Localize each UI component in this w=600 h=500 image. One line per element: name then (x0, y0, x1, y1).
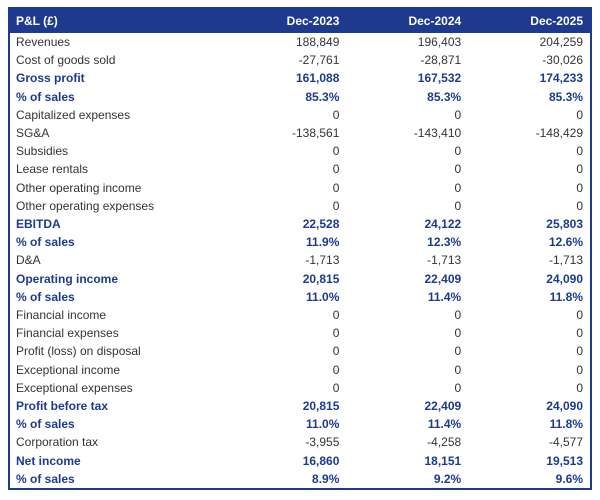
row-value: 0 (576, 308, 583, 323)
row-value: 0 (454, 326, 462, 341)
row-value: -4,577 (548, 435, 583, 450)
row-label: % of sales (16, 417, 75, 432)
row-value: 85.3% (427, 89, 462, 104)
row-value: 85.3% (548, 89, 583, 104)
row-value: -3,955 (305, 435, 340, 450)
table-row (10, 415, 590, 433)
row-label: Revenues (16, 35, 71, 49)
table-row (10, 142, 590, 160)
header-col-dec-2025: Dec-2025 (468, 9, 590, 33)
row-value: 22,409 (424, 271, 462, 286)
row-value: 0 (332, 107, 340, 122)
row-value: 161,088 (296, 71, 340, 86)
row-label: % of sales (16, 471, 75, 486)
table-row (10, 106, 590, 124)
table-row (10, 51, 590, 69)
row-value: 0 (332, 198, 340, 213)
row-value: 0 (576, 107, 583, 122)
row-label: Lease rentals (16, 162, 89, 177)
row-label: % of sales (16, 235, 75, 250)
row-value: 24,090 (546, 399, 583, 414)
row-value: 0 (332, 162, 340, 177)
row-value: -148,429 (535, 126, 583, 141)
row-value: 25,803 (546, 217, 583, 232)
table-row (10, 233, 590, 251)
row-value: 0 (576, 326, 583, 341)
table-row (10, 215, 590, 233)
row-value: 11.8% (549, 289, 583, 304)
row-label: SG&A (16, 126, 50, 141)
row-value: 0 (576, 344, 583, 359)
table-header (10, 9, 590, 33)
row-value: 0 (454, 308, 462, 323)
row-label: Cost of goods sold (16, 53, 116, 68)
row-value: 0 (332, 380, 340, 395)
header-title: P&L (£) (10, 9, 225, 33)
row-value: 11.0% (306, 417, 340, 432)
row-value: 11.8% (549, 417, 583, 432)
row-value: 22,528 (302, 217, 340, 232)
row-label: Other operating expenses (16, 198, 155, 213)
pl-financial-table (10, 9, 590, 488)
table-row (10, 342, 590, 360)
row-value: -27,761 (298, 53, 340, 68)
row-value: 85.3% (305, 89, 340, 104)
header-col-dec-2023: Dec-2023 (225, 9, 347, 33)
row-label: Net income (16, 453, 81, 468)
row-label: Capitalized expenses (16, 107, 131, 122)
row-value: 0 (454, 144, 462, 159)
row-value: 11.0% (306, 289, 340, 304)
table-row (10, 270, 590, 288)
table-row (10, 124, 590, 142)
row-label: Gross profit (16, 71, 85, 86)
row-value: 0 (454, 198, 462, 213)
row-label: Profit before tax (16, 399, 109, 414)
table-row (10, 88, 590, 106)
table-row (10, 433, 590, 451)
row-value: 20,815 (302, 271, 340, 286)
row-value: 24,090 (546, 271, 583, 286)
table-row (10, 379, 590, 397)
row-value: 0 (454, 107, 462, 122)
row-value: -28,871 (420, 53, 462, 68)
row-value: 0 (454, 162, 462, 177)
row-label: Other operating income (16, 180, 142, 195)
row-value: -1,713 (427, 253, 462, 268)
row-value: 12.6% (548, 235, 583, 250)
table-row (10, 452, 590, 470)
row-value: 20,815 (302, 399, 340, 414)
row-label: D&A (16, 253, 41, 268)
row-value: -1,713 (548, 253, 583, 268)
row-value: 8.9% (312, 471, 340, 486)
row-value: 0 (576, 162, 583, 177)
row-label: EBITDA (16, 217, 61, 232)
row-value: 22,409 (424, 399, 462, 414)
row-value: 0 (332, 308, 340, 323)
row-label: % of sales (16, 289, 75, 304)
row-value: 0 (576, 362, 583, 377)
row-value: 16,860 (302, 453, 340, 468)
row-value: -1,713 (305, 253, 340, 268)
table-row (10, 197, 590, 215)
table-row (10, 160, 590, 178)
pl-table (8, 7, 592, 490)
row-value: 0 (332, 180, 340, 195)
row-label: % of sales (16, 89, 75, 104)
table-row (10, 33, 590, 51)
row-value: 9.6% (555, 471, 583, 486)
header-col-dec-2024: Dec-2024 (346, 9, 468, 33)
row-value: -30,026 (542, 53, 583, 68)
row-value: 0 (454, 344, 462, 359)
table-row (10, 324, 590, 342)
row-value: -138,561 (292, 126, 340, 141)
table-row (10, 251, 590, 269)
row-value: 19,513 (546, 453, 583, 468)
row-value: 188,849 (296, 35, 340, 49)
row-value: 167,532 (417, 71, 462, 86)
row-value: 11.4% (427, 417, 462, 432)
row-value: 11.4% (427, 289, 462, 304)
row-label: Financial expenses (16, 326, 119, 341)
row-value: 24,122 (424, 217, 462, 232)
row-label: Exceptional income (16, 362, 121, 377)
row-value: -143,410 (413, 126, 462, 141)
row-value: 0 (576, 380, 583, 395)
row-value: 0 (576, 198, 583, 213)
row-label: Subsidies (16, 144, 69, 159)
row-value: 0 (454, 380, 462, 395)
header-row (10, 9, 590, 33)
pl-table-body (10, 33, 590, 488)
row-label: Financial income (16, 308, 107, 323)
table-row (10, 69, 590, 87)
row-value: 0 (332, 144, 340, 159)
row-value: 0 (332, 362, 340, 377)
row-value: 0 (576, 180, 583, 195)
row-value: 0 (576, 144, 583, 159)
row-value: 0 (332, 326, 340, 341)
row-value: 204,259 (539, 35, 583, 49)
row-value: 9.2% (433, 471, 462, 486)
row-value: 174,233 (539, 71, 583, 86)
row-label: Corporation tax (16, 435, 99, 450)
row-value: 0 (454, 180, 462, 195)
row-value: 0 (332, 344, 340, 359)
row-value: 11.9% (306, 235, 340, 250)
row-label: Profit (loss) on disposal (16, 344, 141, 359)
row-label: Operating income (16, 271, 119, 286)
table-row (10, 361, 590, 379)
table-row (10, 288, 590, 306)
table-row (10, 306, 590, 324)
row-label: Exceptional expenses (16, 380, 133, 395)
row-value: -4,258 (427, 435, 462, 450)
row-value: 18,151 (424, 453, 462, 468)
table-row (10, 179, 590, 197)
row-value: 196,403 (417, 35, 462, 49)
table-row (10, 397, 590, 415)
row-value: 0 (454, 362, 462, 377)
table-row (10, 470, 590, 488)
row-value: 12.3% (427, 235, 462, 250)
